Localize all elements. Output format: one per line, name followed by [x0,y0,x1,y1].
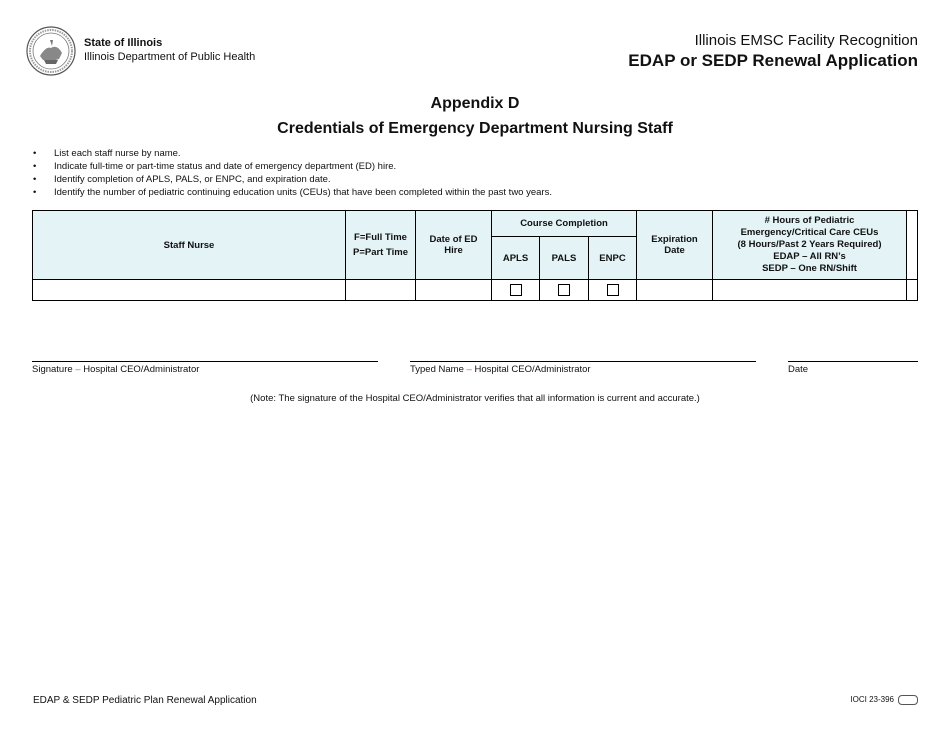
nursing-staff-table [32,210,918,301]
ceu-header-line: (8 Hours/Past 2 Years Required) [737,239,882,250]
signature-note: (Note: The signature of the Hospital CEO/Administrator verifies that all information is current and accurate.) [250,393,700,404]
expiration-date-header: Expiration Date [637,211,713,280]
ceu-header-line: EDAP – All RN’s [773,251,846,262]
apls-checkbox[interactable] [510,284,522,296]
ceu-header-line: # Hours of Pediatric [764,215,855,226]
program-name: Illinois EMSC Facility Recognition [694,32,918,49]
state-name: State of Illinois [84,37,163,49]
ceo-signature-line[interactable] [32,361,378,362]
bullet-icon: • [33,161,37,172]
pals-cell [540,280,589,301]
pals-checkbox[interactable] [558,284,570,296]
ceu-header-line: SEDP – One RN/Shift [762,263,857,274]
instruction-item: • Identify completion of APLS, PALS, or ENPC, and expiration date. [33,174,331,185]
enpc-cell [589,280,637,301]
department-name: Illinois Department of Public Health [84,51,256,63]
ceu-hours-cell[interactable] [713,280,907,301]
bullet-icon: • [33,174,37,185]
expiration-date-cell[interactable] [637,280,713,301]
apls-cell [492,280,540,301]
spacer-cell [907,280,918,301]
status-header [346,211,416,280]
status-cell[interactable] [346,280,416,301]
instruction-list [33,147,552,199]
illinois-seal-icon [26,26,76,76]
ceu-header-line: Emergency/Critical Care CEUs [740,227,879,238]
ceu-hours-header [713,211,907,280]
enpc-checkbox[interactable] [607,284,619,296]
typed-name-line[interactable] [410,361,756,362]
ceo-signature-label: Signature – Hospital CEO/Administrator [32,364,200,375]
full-time-label: F=Full Time [354,232,407,243]
instruction-item: • Indicate full-time or part-time status and date of emergency department (ED) hire. [33,161,397,172]
enpc-header: ENPC [589,237,637,280]
spacer-header [907,211,918,280]
typed-name-label: Typed Name – Hospital CEO/Administrator [410,364,591,375]
printer-logo-icon [898,695,918,705]
date-of-hire-cell[interactable] [416,280,492,301]
instruction-item: • Identify the number of pediatric continuing education units (CEUs) that have been completed within the past two years. [33,187,552,198]
appendix-heading: Appendix D [430,95,520,112]
apls-header: APLS [492,237,540,280]
document-title: EDAP or SEDP Renewal Application [628,51,918,70]
bullet-icon: • [33,187,37,198]
bullet-icon: • [33,148,37,159]
footer-title: EDAP & SEDP Pediatric Plan Renewal Application [33,695,257,706]
date-of-hire-header: Date of ED Hire [416,211,492,280]
instruction-item: • List each staff nurse by name. [33,148,181,159]
part-time-label: P=Part Time [352,247,408,258]
staff-nurse-header: Staff Nurse [33,211,346,280]
page-subtitle: Credentials of Emergency Department Nursing Staff [277,120,673,137]
form-number: IOCI 23-396 [850,695,918,705]
date-line[interactable] [788,361,918,362]
course-completion-header: Course Completion [492,211,637,237]
date-label: Date [788,364,809,375]
staff-nurse-cell[interactable] [33,280,346,301]
pals-header: PALS [540,237,589,280]
